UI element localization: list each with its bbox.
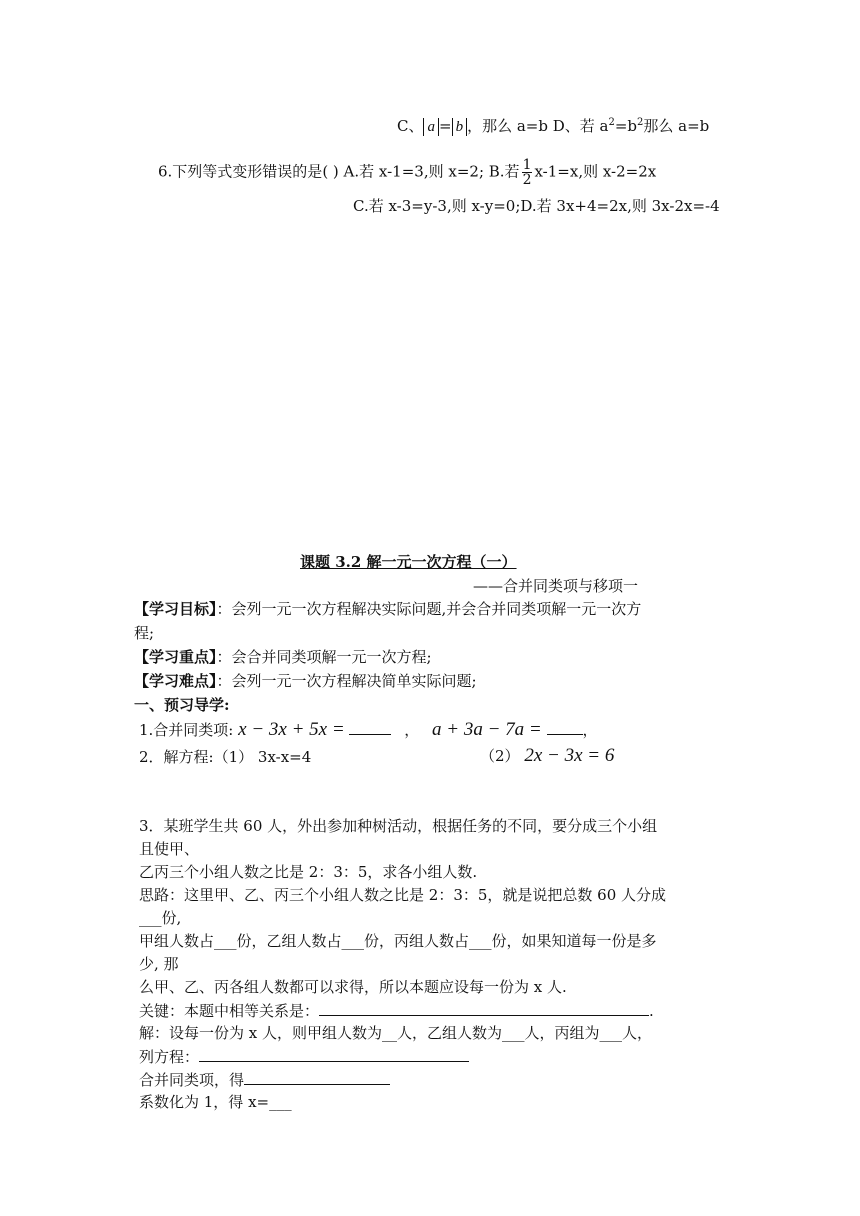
combine-terms-blank[interactable] [244, 1070, 390, 1085]
lesson-title: 课题 3.2 解一元一次方程（一） [300, 553, 517, 571]
learning-goal [134, 600, 641, 618]
key-relation-label: 关键：本题中相等关系是： [139, 1002, 320, 1020]
key-text: ：会合并同类项解一元一次方程; [216, 648, 432, 666]
q6-text-a: 6.下列等式变形错误的是( ) A.若 x-1=3,则 x=2; B.若 [158, 162, 520, 181]
learning-goal-cont: 程; [134, 624, 155, 642]
problem-3-line-11 [139, 1047, 469, 1066]
learning-difficulty [134, 672, 477, 690]
key-label: 【学习重点】 [134, 648, 217, 666]
q5-option-d: D、若 $a^2=b^2$那么 a=b [552, 117, 710, 135]
lesson-subtitle: ——合并同类项与移项一 [473, 577, 639, 595]
q6-text-b: x-1=x,则 x-2=2x [534, 162, 657, 181]
problem-3-line-4: 思路：这里甲、乙、丙三个小组人数之比是 2：3：5，就是说把总数 60 人分成 [139, 886, 667, 904]
problem-2-part-2 [480, 745, 614, 768]
problem-3-line-8: 么甲、乙、丙各组人数都可以求得，所以本题应设每一份为 x 人. [139, 978, 567, 996]
problem-3-line-10: 解：设每一份为 x 人，则甲组人数为__人，乙组人数为___人，丙组为___人， [139, 1024, 652, 1042]
section-heading-preview: 一、预习导学: [134, 696, 230, 714]
q5-options-line [397, 117, 709, 136]
key-relation-blank[interactable] [319, 1001, 649, 1016]
difficulty-text: ：会列一元一次方程解决简单实际问题; [216, 672, 477, 690]
learning-key-point [134, 648, 432, 666]
q6-line-1 [158, 158, 656, 187]
problem-2 [139, 748, 311, 766]
problem-2-part-1: 2．解方程:（1） 3x-x=4 [139, 748, 312, 766]
goal-text: ：会列一元一次方程解决实际问题,并会合并同类项解一元一次方 [216, 600, 642, 618]
problem-3-line-3: 乙丙三个小组人数之比是 2：3：5，求各小组人数. [139, 863, 478, 881]
q6-line-2: C.若 x-3=y-3,则 x-y=0;D.若 3x+4=2x,则 3x-2x=-4 [353, 197, 720, 215]
goal-label: 【学习目标】 [134, 600, 217, 618]
problem-2-part-2-expression: 2x − 3x = 6 [524, 745, 615, 766]
answer-blank-1[interactable] [349, 720, 391, 735]
combine-terms-label: 合并同类项，得 [139, 1071, 245, 1089]
answer-blank-2[interactable] [547, 720, 583, 735]
abs-b: b [452, 118, 468, 136]
problem-3-line-2: 且使甲、 [139, 840, 200, 858]
problem-3-line-6: 甲组人数占___份，乙组人数占___份，丙组人数占___份，如果知道每一份是多 [139, 932, 657, 950]
abs-a: a [423, 118, 439, 136]
difficulty-label: 【学习难点】 [134, 672, 217, 690]
problem-2-part-2-label: （2） [480, 747, 520, 765]
problem-1-expression-2: a + 3a − 7a = [432, 719, 542, 740]
equation-label: 列方程： [139, 1048, 200, 1066]
problem-3-line-12 [139, 1070, 390, 1089]
problem-3-line-1: 3．某班学生共 60 人，外出参加种树活动，根据任务的不同，要分成三个小组 [139, 817, 658, 835]
q5-option-c-suffix: ，那么 a=b [467, 117, 548, 135]
problem-3-line-9: 关键：本题中相等关系是： . [139, 1002, 654, 1020]
problem-1-expression-1: x − 3x + 5x = [238, 719, 345, 740]
equation-blank[interactable] [199, 1047, 469, 1062]
problem-3-line-13: 系数化为 1，得 x=___ [139, 1093, 292, 1111]
problem-3-line-7: 少, 那 [139, 955, 179, 973]
problem-3-line-5: ___份, [139, 909, 182, 927]
problem-1-prefix: 1.合并同类项: [139, 721, 234, 739]
problem-1: 1.合并同类项: x − 3x + 5x = ， a + 3a − 7a = ， [139, 719, 598, 740]
q5-option-c-prefix: C、 [397, 117, 424, 135]
fraction-one-half: $\frac{1}{2}$ [522, 157, 532, 188]
equals-sign: = [438, 117, 452, 135]
